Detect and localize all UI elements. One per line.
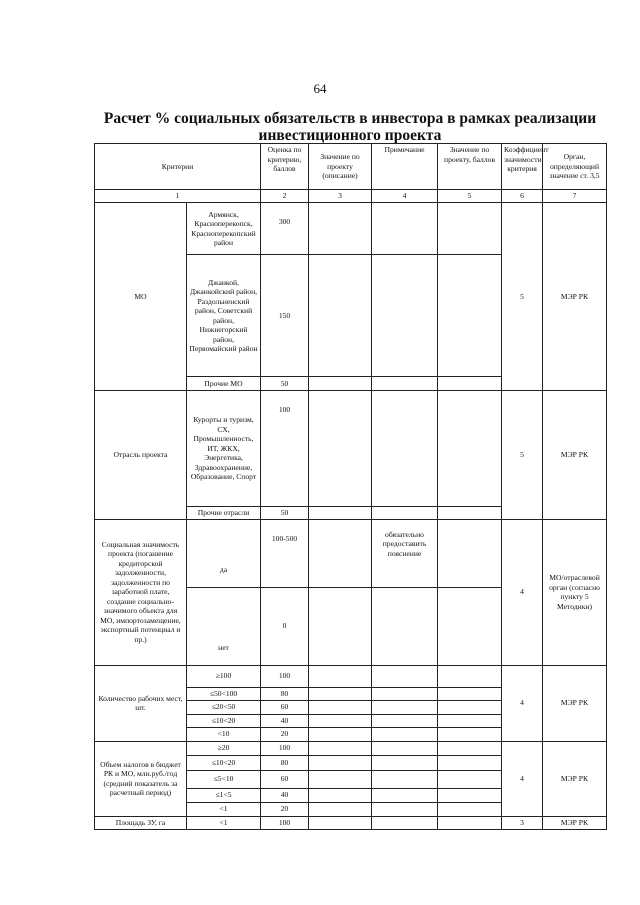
value-points-cell [438, 700, 502, 714]
option-cell: да [187, 519, 261, 587]
score-cell: 0 [261, 587, 309, 665]
authority-cell: МЭР РК [543, 665, 607, 741]
value-points-cell [438, 755, 502, 770]
table-row [95, 519, 607, 587]
value-points-cell [438, 687, 502, 700]
note-cell: обязательно предоставить пояснение [372, 519, 438, 587]
header-authority: Орган, определяющий значение ст. 3,5 [543, 144, 607, 190]
value-points-cell [438, 255, 502, 377]
coefficient-cell: 5 [502, 203, 543, 391]
header-value-description: Значение по проекту (описание) [309, 144, 372, 190]
criterion-taxes: Объем налогов в бюджет РК и МО, млн.руб./год (средний показатель за расчетный период) [95, 741, 187, 816]
column-numbers-row [95, 190, 607, 203]
score-cell: 100 [261, 741, 309, 755]
criterion-jobs: Количество рабочих мест, шт. [95, 665, 187, 741]
coefficient-cell: 4 [502, 741, 543, 816]
score-cell: 50 [261, 507, 309, 520]
note-cell [372, 741, 438, 755]
value-description-cell [309, 687, 372, 700]
note-cell [372, 788, 438, 802]
value-points-cell [438, 587, 502, 665]
value-points-cell [438, 816, 502, 829]
header-value-points: Значение по проекту, баллов [438, 144, 502, 190]
option-cell: Курорты и туризм, СХ, Промышленность, ИТ, ЖКХ, Энергетика, Здравоохранение, Образование, Спорт [187, 391, 261, 507]
table-row [95, 741, 607, 755]
value-description-cell [309, 507, 372, 520]
value-description-cell [309, 816, 372, 829]
authority-cell: МЭР РК [543, 816, 607, 829]
value-points-cell [438, 391, 502, 507]
note-cell [372, 755, 438, 770]
value-points-cell [438, 377, 502, 391]
value-description-cell [309, 203, 372, 255]
note-cell [372, 770, 438, 788]
option-cell: ≤50<100 [187, 687, 261, 700]
option-cell: ≤10<20 [187, 755, 261, 770]
header-criteria: Критерии [95, 144, 261, 190]
value-description-cell [309, 519, 372, 587]
authority-cell: МО/отраслевой орган (согласно пункту 5 Методики) [543, 519, 607, 665]
score-cell: 100 [261, 391, 309, 507]
note-cell [372, 377, 438, 391]
score-cell: 40 [261, 714, 309, 727]
option-cell: Джанкой, Джанкойский район, Раздольненский район, Советский район, Нижнегорский район, Первомайский район [187, 255, 261, 377]
note-cell [372, 255, 438, 377]
note-cell [372, 687, 438, 700]
value-description-cell [309, 727, 372, 741]
note-cell [372, 507, 438, 520]
score-cell: 60 [261, 700, 309, 714]
value-points-cell [438, 727, 502, 741]
value-description-cell [309, 665, 372, 687]
option-cell: ≥100 [187, 665, 261, 687]
value-points-cell [438, 203, 502, 255]
note-cell [372, 802, 438, 816]
table-row [95, 203, 607, 255]
option-cell: Прочие отрасли [187, 507, 261, 520]
value-description-cell [309, 700, 372, 714]
value-description-cell [309, 770, 372, 788]
table-row [95, 665, 607, 687]
option-cell: ≤10<20 [187, 714, 261, 727]
note-cell [372, 391, 438, 507]
option-cell: ≥20 [187, 741, 261, 755]
column-number: 3 [309, 190, 372, 203]
score-cell: 20 [261, 802, 309, 816]
column-number: 6 [502, 190, 543, 203]
criterion-branch: Отрасль проекта [95, 391, 187, 520]
document-title [95, 110, 605, 144]
coefficient-cell: 5 [502, 391, 543, 520]
value-points-cell [438, 802, 502, 816]
value-description-cell [309, 377, 372, 391]
header-row [95, 144, 607, 190]
criterion-mo: МО [95, 203, 187, 391]
coefficient-cell: 3 [502, 816, 543, 829]
authority-cell: МЭР РК [543, 741, 607, 816]
value-points-cell [438, 788, 502, 802]
score-cell: 80 [261, 755, 309, 770]
page-number: 64 [313, 81, 327, 96]
value-points-cell [438, 770, 502, 788]
value-points-cell [438, 519, 502, 587]
option-cell: ≤5<10 [187, 770, 261, 788]
score-cell: 50 [261, 377, 309, 391]
score-cell: 150 [261, 255, 309, 377]
option-cell: Армянск, Красноперекопск, Красноперекопский район [187, 203, 261, 255]
note-cell [372, 587, 438, 665]
value-description-cell [309, 741, 372, 755]
score-cell: 300 [261, 203, 309, 255]
header-coefficient: Коэффициент значимости критерия [502, 144, 543, 190]
value-description-cell [309, 755, 372, 770]
table-row [95, 816, 607, 829]
note-cell [372, 203, 438, 255]
coefficient-cell: 4 [502, 519, 543, 665]
value-description-cell [309, 714, 372, 727]
title-line-1: Расчет % социальных обязательств в инвестора в рамках реализации [103, 110, 597, 127]
option-cell: ≤20<50 [187, 700, 261, 714]
value-description-cell [309, 788, 372, 802]
score-cell: 100-500 [261, 519, 309, 587]
column-number: 1 [95, 190, 261, 203]
value-description-cell [309, 391, 372, 507]
value-points-cell [438, 507, 502, 520]
option-cell: нет [187, 587, 261, 665]
header-note: Примечание [372, 144, 438, 190]
value-points-cell [438, 665, 502, 687]
option-cell: <1 [187, 816, 261, 829]
score-cell: 60 [261, 770, 309, 788]
title-line-2: инвестиционного проекта [258, 127, 442, 144]
criterion-land: Площадь ЗУ, га [95, 816, 187, 829]
option-cell: Прочие МО [187, 377, 261, 391]
column-number: 2 [261, 190, 309, 203]
note-cell [372, 727, 438, 741]
authority-cell: МЭР РК [543, 203, 607, 391]
note-cell [372, 700, 438, 714]
option-cell: <1 [187, 802, 261, 816]
score-cell: 80 [261, 687, 309, 700]
value-points-cell [438, 741, 502, 755]
coefficient-cell: 4 [502, 665, 543, 741]
criteria-table [94, 143, 607, 830]
note-cell [372, 665, 438, 687]
score-cell: 40 [261, 788, 309, 802]
column-number: 4 [372, 190, 438, 203]
header-score: Оценка по критерию, баллов [261, 144, 309, 190]
option-cell: <10 [187, 727, 261, 741]
score-cell: 100 [261, 816, 309, 829]
option-cell: ≤1<5 [187, 788, 261, 802]
value-points-cell [438, 714, 502, 727]
column-number: 7 [543, 190, 607, 203]
score-cell: 100 [261, 665, 309, 687]
value-description-cell [309, 587, 372, 665]
score-cell: 20 [261, 727, 309, 741]
note-cell [372, 714, 438, 727]
note-cell [372, 816, 438, 829]
column-number: 5 [438, 190, 502, 203]
table-row [95, 391, 607, 507]
authority-cell: МЭР РК [543, 391, 607, 520]
value-description-cell [309, 255, 372, 377]
criterion-social: Социальная значимость проекта (погашение кредиторской задолженности, задолженности по заработной плате, создание социально-значимого объекта для МО, импортозамещение, экспортный потенциал и пр.) [95, 519, 187, 665]
value-description-cell [309, 802, 372, 816]
